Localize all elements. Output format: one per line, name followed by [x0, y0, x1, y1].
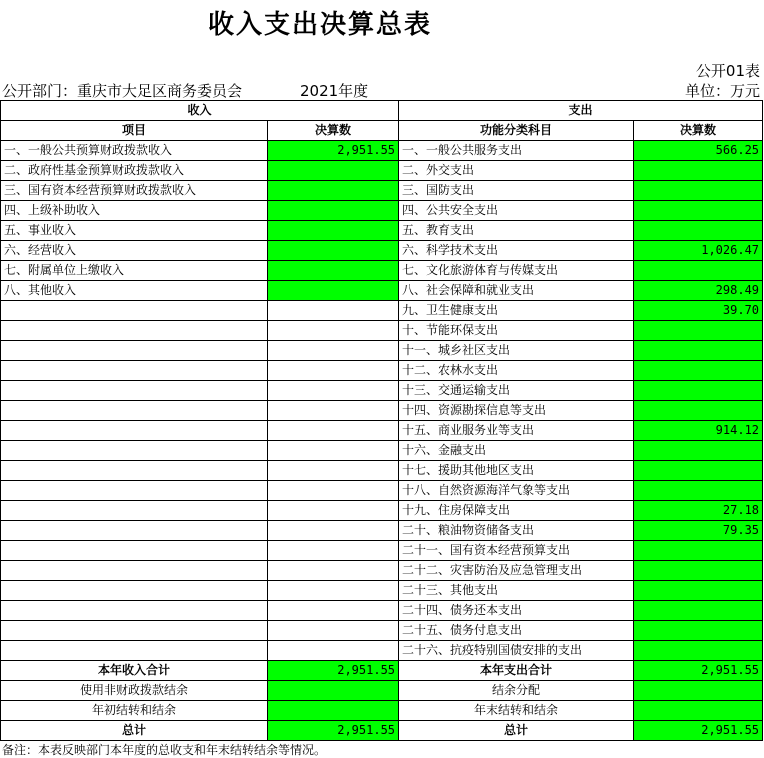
- expense-amount-cell: 298.49: [634, 281, 763, 301]
- income-amount-cell: [268, 521, 399, 541]
- unit-label: 单位：万元: [684, 82, 760, 100]
- table-row: [1, 461, 763, 481]
- summary-expense-amount: 2,951.55: [634, 661, 763, 681]
- expense-item-cell: 二、外交支出: [399, 161, 634, 181]
- table-row: [1, 201, 763, 221]
- expense-amount-cell: 39.70: [634, 301, 763, 321]
- income-item-cell: 七、附属单位上缴收入: [1, 261, 268, 281]
- income-item-cell: 四、上级补助收入: [1, 201, 268, 221]
- summary-row: [1, 721, 763, 741]
- income-amount-cell: [268, 201, 399, 221]
- expense-item-cell: 十六、金融支出: [399, 441, 634, 461]
- table-row: [1, 341, 763, 361]
- summary-income-amount: 2,951.55: [268, 661, 399, 681]
- expense-item-cell: 二十三、其他支出: [399, 581, 634, 601]
- expense-amount-cell: [634, 481, 763, 501]
- expense-amount-cell: [634, 261, 763, 281]
- income-amount-cell: [268, 181, 399, 201]
- expense-amount-cell: [634, 161, 763, 181]
- expense-amount-cell: 1,026.47: [634, 241, 763, 261]
- income-amount-cell: [268, 281, 399, 301]
- income-item-cell: [1, 361, 268, 381]
- year-label: 2021年度: [300, 82, 369, 100]
- income-item-cell: 一、一般公共预算财政拨款收入: [1, 141, 268, 161]
- expense-item-cell: 三、国防支出: [399, 181, 634, 201]
- expense-item-cell: 十三、交通运输支出: [399, 381, 634, 401]
- income-item-cell: [1, 521, 268, 541]
- expense-amount-cell: [634, 201, 763, 221]
- income-amount-cell: [268, 621, 399, 641]
- income-item-cell: [1, 481, 268, 501]
- column-header-row: [1, 121, 763, 141]
- table-row: [1, 441, 763, 461]
- income-amount-cell: [268, 541, 399, 561]
- income-item-cell: [1, 421, 268, 441]
- income-amount-cell: [268, 641, 399, 661]
- expense-amount-cell: [634, 321, 763, 341]
- income-amount-cell: [268, 301, 399, 321]
- summary-income-label: 使用非财政拨款结余: [1, 681, 268, 701]
- table-row: [1, 181, 763, 201]
- table-row: [1, 541, 763, 561]
- income-item-cell: [1, 341, 268, 361]
- expense-item-cell: 十二、农林水支出: [399, 361, 634, 381]
- table-row: [1, 141, 763, 161]
- summary-income-label: 年初结转和结余: [1, 701, 268, 721]
- summary-expense-amount: 2,951.55: [634, 721, 763, 741]
- income-section-header: 收入: [1, 101, 399, 121]
- expense-item-cell: 二十五、债务付息支出: [399, 621, 634, 641]
- table-row: [1, 221, 763, 241]
- expense-amount-cell: [634, 181, 763, 201]
- form-number: 公开01表: [695, 62, 760, 80]
- expense-item-cell: 十一、城乡社区支出: [399, 341, 634, 361]
- table-row: [1, 261, 763, 281]
- income-item-cell: 五、事业收入: [1, 221, 268, 241]
- summary-income-amount: [268, 681, 399, 701]
- expense-amount-cell: [634, 341, 763, 361]
- income-amount-cell: [268, 381, 399, 401]
- expense-amount-cell: 566.25: [634, 141, 763, 161]
- income-amount-cell: [268, 481, 399, 501]
- expense-amount-column-header: 决算数: [634, 121, 763, 141]
- summary-expense-amount: [634, 681, 763, 701]
- expense-item-cell: 九、卫生健康支出: [399, 301, 634, 321]
- table-row: [1, 581, 763, 601]
- expense-amount-cell: [634, 581, 763, 601]
- income-item-cell: [1, 441, 268, 461]
- expense-amount-cell: [634, 601, 763, 621]
- income-item-cell: [1, 461, 268, 481]
- expense-item-cell: 十五、商业服务业等支出: [399, 421, 634, 441]
- income-item-cell: [1, 581, 268, 601]
- expense-amount-cell: [634, 621, 763, 641]
- summary-income-amount: 2,951.55: [268, 721, 399, 741]
- income-amount-column-header: 决算数: [268, 121, 399, 141]
- income-item-cell: [1, 501, 268, 521]
- table-row: [1, 401, 763, 421]
- summary-expense-label: 总计: [399, 721, 634, 741]
- summary-expense-label: 本年支出合计: [399, 661, 634, 681]
- expense-amount-cell: [634, 461, 763, 481]
- income-item-cell: [1, 541, 268, 561]
- page-title: 收入支出决算总表: [207, 10, 432, 40]
- expense-amount-cell: [634, 641, 763, 661]
- expense-item-cell: 二十一、国有资本经营预算支出: [399, 541, 634, 561]
- income-item-cell: 二、政府性基金预算财政拨款收入: [1, 161, 268, 181]
- summary-expense-label: 年末结转和结余: [399, 701, 634, 721]
- income-amount-cell: [268, 221, 399, 241]
- expense-amount-cell: [634, 441, 763, 461]
- expense-item-cell: 八、社会保障和就业支出: [399, 281, 634, 301]
- expense-item-cell: 六、科学技术支出: [399, 241, 634, 261]
- income-item-cell: 六、经营收入: [1, 241, 268, 261]
- expense-item-cell: 二十六、抗疫特别国债安排的支出: [399, 641, 634, 661]
- table-row: [1, 601, 763, 621]
- table-row: [1, 421, 763, 441]
- income-item-cell: [1, 641, 268, 661]
- summary-row: [1, 701, 763, 721]
- summary-row: [1, 661, 763, 681]
- income-item-cell: [1, 401, 268, 421]
- income-item-cell: [1, 601, 268, 621]
- income-amount-cell: [268, 601, 399, 621]
- table-row: [1, 501, 763, 521]
- expense-amount-cell: 914.12: [634, 421, 763, 441]
- income-item-cell: [1, 301, 268, 321]
- income-amount-cell: [268, 561, 399, 581]
- income-amount-cell: [268, 441, 399, 461]
- summary-expense-amount: [634, 701, 763, 721]
- summary-expense-label: 结余分配: [399, 681, 634, 701]
- income-amount-cell: [268, 261, 399, 281]
- income-amount-cell: [268, 321, 399, 341]
- expense-item-cell: 五、教育支出: [399, 221, 634, 241]
- summary-row: [1, 681, 763, 701]
- expense-amount-cell: 27.18: [634, 501, 763, 521]
- table-row: [1, 481, 763, 501]
- income-amount-cell: [268, 241, 399, 261]
- income-item-cell: [1, 381, 268, 401]
- income-item-cell: 八、其他收入: [1, 281, 268, 301]
- expense-item-cell: 十八、自然资源海洋气象等支出: [399, 481, 634, 501]
- expense-item-cell: 十四、资源勘探信息等支出: [399, 401, 634, 421]
- income-amount-cell: [268, 461, 399, 481]
- table-row: [1, 381, 763, 401]
- function-column-header: 功能分类科目: [399, 121, 634, 141]
- income-item-cell: [1, 321, 268, 341]
- income-item-cell: [1, 621, 268, 641]
- table-row: [1, 521, 763, 541]
- table-row: [1, 281, 763, 301]
- expense-amount-cell: [634, 541, 763, 561]
- summary-income-amount: [268, 701, 399, 721]
- expense-amount-cell: [634, 381, 763, 401]
- table-row: [1, 161, 763, 181]
- item-column-header: 项目: [1, 121, 268, 141]
- expense-item-cell: 二十、粮油物资储备支出: [399, 521, 634, 541]
- table-row: [1, 301, 763, 321]
- income-amount-cell: 2,951.55: [268, 141, 399, 161]
- expense-item-cell: 二十二、灾害防治及应急管理支出: [399, 561, 634, 581]
- income-amount-cell: [268, 421, 399, 441]
- expense-item-cell: 十七、援助其他地区支出: [399, 461, 634, 481]
- income-amount-cell: [268, 401, 399, 421]
- table-row: [1, 641, 763, 661]
- income-amount-cell: [268, 581, 399, 601]
- expense-section-header: 支出: [399, 101, 763, 121]
- summary-income-label: 本年收入合计: [1, 661, 268, 681]
- table-row: [1, 241, 763, 261]
- expense-amount-cell: [634, 561, 763, 581]
- income-amount-cell: [268, 161, 399, 181]
- expense-amount-cell: 79.35: [634, 521, 763, 541]
- income-item-cell: [1, 561, 268, 581]
- expense-item-cell: 四、公共安全支出: [399, 201, 634, 221]
- expense-amount-cell: [634, 401, 763, 421]
- income-item-cell: 三、国有资本经营预算财政拨款收入: [1, 181, 268, 201]
- footnote: 备注：本表反映部门本年度的总收支和年末结转结余等情况。: [2, 743, 327, 757]
- expense-item-cell: 十、节能环保支出: [399, 321, 634, 341]
- budget-table: [0, 100, 763, 741]
- table-row: [1, 621, 763, 641]
- expense-item-cell: 一、一般公共服务支出: [399, 141, 634, 161]
- table-row: [1, 561, 763, 581]
- expense-item-cell: 七、文化旅游体育与传媒支出: [399, 261, 634, 281]
- table-row: [1, 321, 763, 341]
- table-row: [1, 361, 763, 381]
- income-amount-cell: [268, 501, 399, 521]
- department-label: 公开部门：重庆市大足区商务委员会: [2, 82, 243, 100]
- expense-amount-cell: [634, 361, 763, 381]
- expense-item-cell: 十九、住房保障支出: [399, 501, 634, 521]
- section-header-row: [1, 101, 763, 121]
- expense-item-cell: 二十四、债务还本支出: [399, 601, 634, 621]
- expense-amount-cell: [634, 221, 763, 241]
- income-amount-cell: [268, 361, 399, 381]
- summary-income-label: 总计: [1, 721, 268, 741]
- income-amount-cell: [268, 341, 399, 361]
